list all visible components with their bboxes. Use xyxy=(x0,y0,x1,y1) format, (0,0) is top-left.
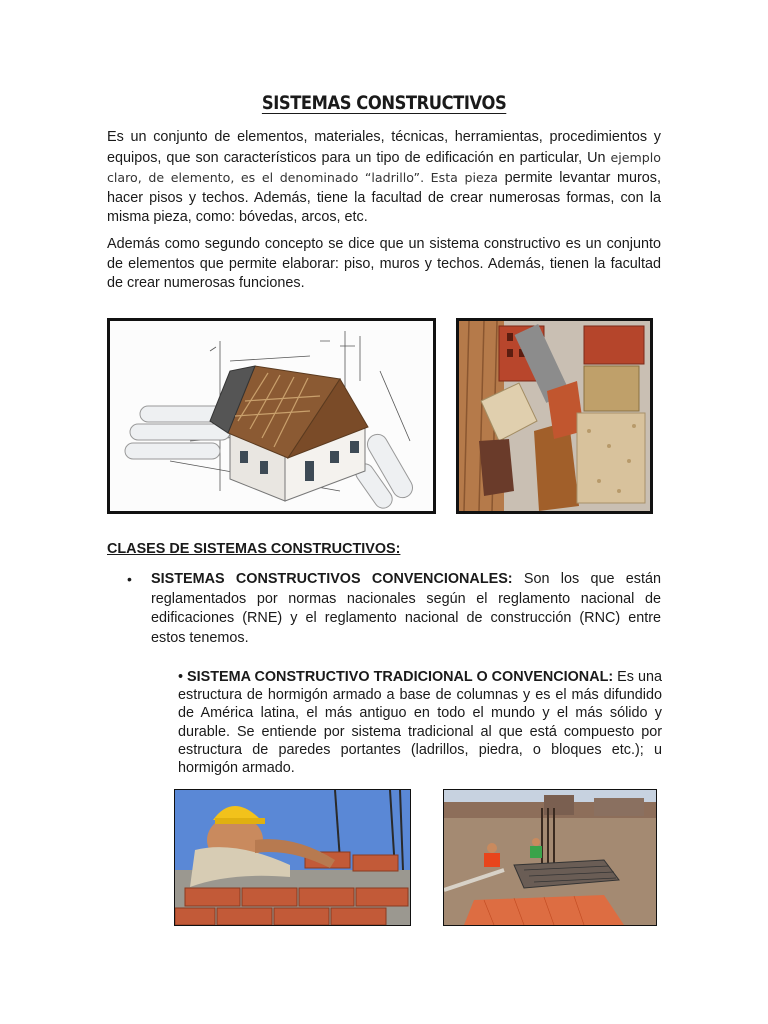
paragraph-intro xyxy=(107,128,661,228)
bricklayer-photo xyxy=(174,789,411,926)
bricklayer-illustration xyxy=(175,790,410,925)
bullet-traditional-body: Es una estructura de hormigón armado a base de columnas y es el más difundido de América latina, el más antiguo en todo el mundo y el más sólido y durable. Se entiende por sistema tradicional al que está compuesto por estructura de paredes portantes (ladrillos, piedra, o bloques etc.); u hormigón armado. xyxy=(178,669,662,777)
bullet-traditional-system xyxy=(178,668,662,777)
paragraph-intro-part3: permite levantar muros, hacer pisos y techos. Además, tiene la facultad de crear numerosas formas, con la misma pieza, como: bóvedas, arcos, etc. xyxy=(107,170,661,225)
construction-site-illustration xyxy=(444,790,656,925)
section-heading: CLASES DE SISTEMAS CONSTRUCTIVOS: xyxy=(107,541,401,557)
house-blueprint-image xyxy=(107,318,436,514)
paragraph-intro-part1: Es un conjunto de elementos, materiales, técnicas, herramientas, procedimientos y equipos, que son característicos para un tipo de edificación en particular, Un xyxy=(107,129,661,166)
materials-illustration xyxy=(459,321,650,511)
bullet-conventional-label: SISTEMAS CONSTRUCTIVOS CONVENCIONALES: xyxy=(151,571,513,587)
paragraph-intro-part2: ejemplo claro, de elemento, es el denominado “ladrillo”. Esta pieza xyxy=(107,149,661,185)
bullet-conventional-systems xyxy=(127,570,661,648)
construction-materials-image xyxy=(456,318,653,514)
page-title xyxy=(0,92,768,114)
paragraph-second-concept: Además como segundo concepto se dice que un sistema constructivo es un conjunto de elementos que permite elaborar: piso, muros y techos. Además, tienen la facultad de crear numerosas funciones. xyxy=(107,236,661,291)
page-title-text: SISTEMAS CONSTRUCTIVOS xyxy=(261,92,507,114)
bullet-dot-icon: • xyxy=(178,669,184,685)
bullet-dot-icon: • xyxy=(127,571,132,587)
bullet-traditional-label: SISTEMA CONSTRUCTIVO TRADICIONAL O CONVENCIONAL: xyxy=(187,669,614,685)
bullet-conventional-text xyxy=(151,570,661,648)
house-blueprint-illustration xyxy=(110,321,433,511)
construction-site-photo xyxy=(443,789,657,926)
bullet-conventional-body: Son los que están reglamentados por normas nacionales según el reglamento nacional de edificaciones (RNE) y el reglamento nacional de construcción (RNC) entre estos tenemos. xyxy=(151,571,661,646)
